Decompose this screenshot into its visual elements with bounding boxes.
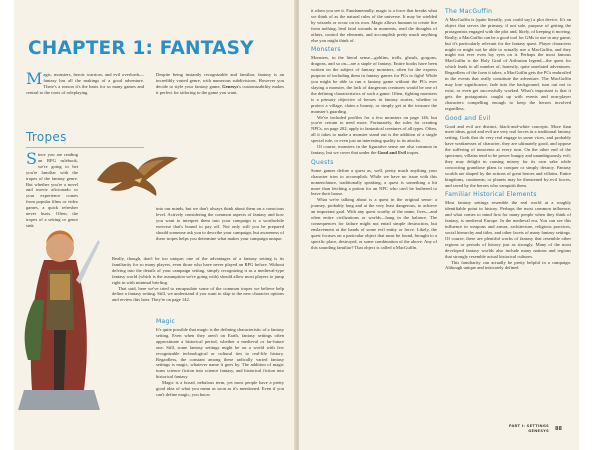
historical-paragraph-2: This familiarity can actually be pretty helpful in a campaign. Although unique and intricately defined [445, 259, 571, 271]
tropes-col2-mid2: That said, here we've tried to encapsulate some of the common tropes we believe help define a fantasy setting. Still, we understand if you want to skip to the new character options and review this later. They're on page 142. [112, 285, 284, 303]
tropes-heading: Tropes [26, 130, 67, 144]
warrior-illustration [14, 200, 104, 420]
monsters-paragraph-2: We've included profiles for a few monsters on page 146, but you're certain to need more. Fortunately, the rules for creating NPCs, on page 202, apply to fantastical creatures of all types. Often, all it takes to make a monster stand out is the addition of a single special rule, or even just an interesting quality to its attacks. [311, 114, 437, 144]
good-evil-heading: Good and Evil [445, 114, 491, 122]
magic-paragraph-1: It's quite possible that magic is the defining characteristic of a fantasy setting. Even when they aren't on Earth, fantasy settings often approximate a historical period, whether a medieval or far-future one. Still, some fantasy settings might be on a world with few recognizable technological or cultural ties to real-life history. Regardless, the constant among these radically varied fantasy settings is magic, whatever name it goes by. The addition of magic turns science fiction into science fantasy, and historical fiction into historical fantasy. [156, 327, 285, 380]
monsters-paragraph-1: Monsters, in the literal sense—goblins, trolls, ghouls, gorgons, dragons, and so on—are a staple of fantasy. Entire books have been written on the subject of fantasy monsters, often for the express purpose of including them in fantasy games for PCs to fight! While you might be able to run a fantasy game without the PCs ever slaying a monster, the lack of dangerous creatures would be one of the defining characteristics of such a game. Often, fighting monsters is a primary objective of heroes in fantasy stories, whether to protect a village, claim a bounty, or simply get at the treasure the monster's guarding. [311, 55, 437, 114]
tropes-col2-mid: Really, though, don't be too unique; one of the advantages of a fantasy setting is its familiarity for so many players, even those who have never played an RPG before. Without delving into the details of your campaign setting, simply recognizing it as a medieval-type fantasy world (which is the assumption we're going with) should allow most players to jump right in with minimal briefing. [112, 256, 284, 285]
footer-label [495, 424, 549, 433]
quests-paragraph-1: Some games define a quest as, well, pretty much anything your character tries to accomplish. While we have no issue with this nomenclature, traditionally speaking, a quest is something a bit more than fetching a potion for an NPC who can't be bothered to leave their house. [311, 167, 437, 197]
magic-continued: it when you see it. Fundamentally, magic is a force that breaks what we think of as the natural rules of the universe. It may be wielded by wizards or occur on its own. Magic allows humans to create fire from nothing, heal fatal wounds in moments, read the thoughts of others, control the elements, and accomplish pretty much anything else you might think of. [311, 8, 437, 43]
macguffin-heading: The MacGuffin [445, 8, 493, 15]
chapter-title: CHAPTER 1: FANTASY [28, 38, 254, 59]
tropes-column-2b [112, 256, 284, 303]
page-number: 88 [555, 426, 562, 432]
left-page [14, 0, 294, 450]
monsters-heading: Monsters [311, 46, 341, 54]
intro-column-left [26, 69, 144, 96]
right-column-1 [311, 8, 437, 251]
tropes-drop-cap: S [26, 149, 37, 168]
right-page [298, 0, 579, 450]
monsters-paragraph-3: Of course, monsters in the figurative sense are also common in fantasy, but we cover that under the Good and Evil tropes. [311, 144, 437, 155]
tropes-heading-rule [26, 147, 144, 148]
tropes-paragraph: Since you are reading an RPG rulebook, we're going to bet you're familiar with the tropes of the fantasy genre. But whether you're a novel and movie aficionado or your experience comes from popular films or video games, a quick refresher never hurts. Often, the tropes of a setting or genre sink [26, 149, 78, 228]
intro-paragraph: Magic, monsters, heroic warriors, and evil overlords—fantasy has all the makings of a good adventure. There's a reason it's the basis for so many games and central to the roots of roleplaying. [26, 69, 144, 95]
intro-right-paragraph: Despite being instantly recognizable and familiar, fantasy is an incredibly varied genre, with numerous subdivisions. However you decide to style your fantasy game, Genesys's customizability makes it perfect for tailoring to the game you want. [156, 72, 284, 95]
eagle-illustration [92, 150, 182, 205]
tropes-col2-top: into our minds, but we don't always think about them on a conscious level. Actively considering the common aspects of fantasy and how you want to interpret them into your campaign is a worthwhile exercise that's bound to pay off. Not only will you be prepared should someone ask you to describe your campaign, but awareness of these tropes helps you determine what makes your campaign unique. [156, 206, 284, 241]
historical-paragraph-1: Most fantasy settings resemble the real world at a roughly identifiable point in history. Perhaps the most common influence, and what comes to mind first for many people when they think of fantasy, is medieval Europe. In the medieval era, You can see this influence in weapons and armor, architecture, religious practices, social hierarchy and titles, and other facets of many fantasy settings. Of course, there are plentiful works of fantasy that resemble other regions or periods of history just as strongly. Many of the most developed fantasy worlds also include many nations and regions that strongly resemble actual historical cultures. [445, 200, 571, 259]
good-evil-paragraph: Good and evil are distinct, black-and-white concepts. More than mere ideas, good and evil are very real forces in a traditional fantasy setting. Gods that do very real engage in some vices, and probably have weaknesses of character, they are ultimately good, and oppose the suffering of innocents at every turn. On the other end of the spectrum, villains tend to be power hungry and unambiguously evil; they may delight in causing misery for its own sake while concocting grandiose plans to conquer or simply destroy. Fantasy worlds are shaped by the actions of great heroes and villains. Entire kingdoms, continents, or planets may be threatened by evil forces, and saved by the heroes who vanquish them. [445, 123, 571, 188]
magic-paragraph-2: Magic is a broad, nebulous term, yet most people have a pretty good idea of what you mean as soon as it's mentioned. Even if you can't define magic, you know [156, 380, 284, 397]
intro-column-right [156, 72, 284, 96]
historical-heading: Familiar Historical Elements [445, 191, 537, 199]
magic-section [156, 315, 284, 398]
intro-drop-cap: M [26, 69, 43, 88]
footer-part-label: PART I: SETTINGS [508, 424, 549, 428]
macguffin-paragraph: A MacGuffin is (quite literally, you could say) a plot device. It's an object that serves the primary, if not sole, purpose of getting the protagonists engaged with the plot and, likely, of keeping it moving. Really, a MacGuffin can be a good tool for GMs to use in any game, but it's particularly relevant for the fantasy quest. Player characters might or might not be able to actually use a MacGuffin, and they might not ever even lay eyes on it. Perhaps the most famous MacGuffin is the Holy Grail of Arthurian legend—the quest for which leads to all number of, honestly, quite unrelated adventures. Regardless of the form it takes, a MacGuffin gets the PCs embroiled in the events that really constitute the adventure. The MacGuffin may lose significance, fade into the background, turn out not to exist, or even get successfully worked. What's important is that it gets the protagonists caught up with events and non-player characters compelling enough to keep the heroes involved regardless. [445, 17, 571, 111]
quests-heading: Quests [311, 158, 334, 166]
right-column-2 [445, 8, 571, 271]
tropes-column-2 [156, 206, 284, 241]
tropes-section [26, 130, 144, 144]
quests-paragraph-2: What we're talking about is a quest in the original sense: a journey, probably long and at the very least dangerous, to achieve an important goal. With any quest worthy of the name, lives—and often entire civilizations or worlds—hang in the balance. The consequences for failure might not entail simple destruction, but enslavement at the hands of some evil entity or force. Likely, the quest focuses on a particular object that must be found, brought to a specific place, destroyed, or some combination of the above. Any of this sounding familiar? That object is called a MacGuffin. [311, 197, 437, 250]
footer-brand-label: GENESYS [528, 428, 549, 433]
magic-heading: Magic [156, 318, 176, 325]
